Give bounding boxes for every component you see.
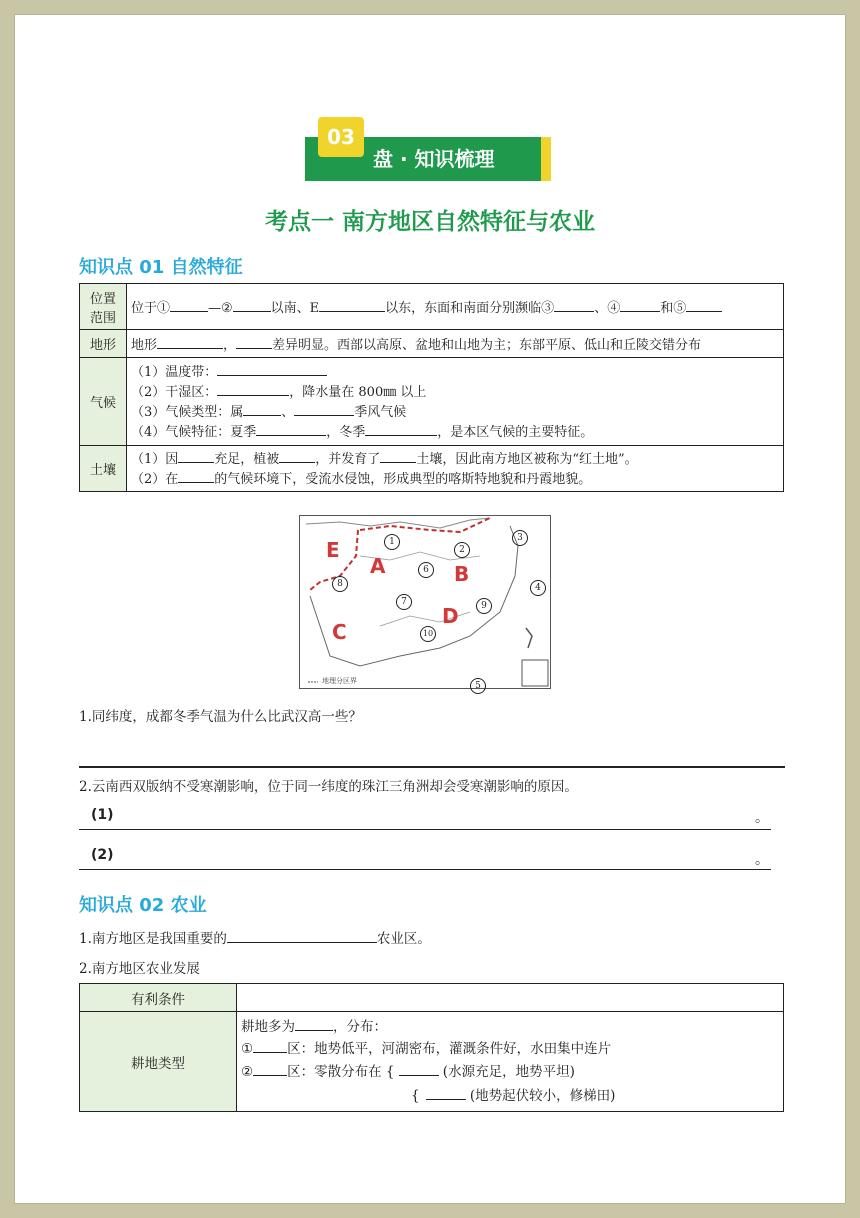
- blank: [319, 298, 385, 312]
- region-label-d: D: [442, 604, 459, 628]
- blank: [236, 335, 272, 349]
- blank: [253, 1062, 287, 1076]
- coastline: [310, 526, 518, 666]
- blank: [279, 449, 315, 463]
- answer-period-1: 。: [755, 810, 769, 826]
- text: （1）温度带：: [131, 364, 218, 380]
- text: (水源充足，地势平坦): [442, 1063, 575, 1080]
- answer-line: [79, 829, 771, 830]
- text: 的气候环境下，受流水侵蚀，形成典型的喀斯特地貌和丹霞地貌。: [214, 471, 592, 487]
- agri-line-2: 2.南方地区农业发展: [79, 961, 200, 977]
- row-label-terrain: 地形: [80, 330, 127, 358]
- map-marker-9: 9: [476, 598, 492, 614]
- soil-cell: [127, 446, 784, 492]
- text: ①: [241, 1040, 254, 1057]
- answer-line: [79, 766, 785, 768]
- answer-period-2: 。: [755, 852, 769, 868]
- table-row: [80, 330, 784, 358]
- text: —②: [208, 301, 233, 316]
- text: 地形: [131, 338, 158, 353]
- table-row: [80, 1012, 784, 1112]
- blank: [178, 449, 214, 463]
- section-number-badge: 03: [318, 117, 364, 157]
- text: ，降水量在 800㎜ 以上: [289, 384, 427, 400]
- row-label-conditions: 有利条件: [80, 984, 237, 1012]
- blank: [227, 929, 377, 943]
- blank: [686, 298, 722, 312]
- blank: [253, 1039, 287, 1053]
- question-1: 1.同纬度，成都冬季气温为什么比武汉高一些？: [79, 709, 362, 725]
- row-label-farmland: 耕地类型: [80, 1012, 237, 1112]
- blank: [380, 449, 416, 463]
- region-label-a: A: [370, 554, 386, 578]
- blank: [399, 1062, 439, 1076]
- page: [14, 14, 846, 1204]
- map-marker-5: 5: [470, 678, 486, 694]
- row-label-location: 位置范围: [80, 284, 127, 330]
- text: 差异明显。西部以高原、盆地和山地为主；东部平原、低山和丘陵交错分布: [272, 338, 702, 353]
- map-legend: 地理分区界: [322, 677, 357, 685]
- text: （3）气候类型：属: [131, 404, 244, 420]
- answer-label-2: (2): [91, 847, 114, 863]
- table-row: [80, 358, 784, 446]
- text: （2）在: [131, 471, 179, 487]
- southern-region-map: [299, 515, 551, 689]
- text: 土壤，因此南方地区被称为“红土地”。: [416, 451, 638, 467]
- climate-cell: [127, 358, 784, 446]
- text: ②: [241, 1063, 254, 1080]
- region-label-c: C: [332, 620, 347, 644]
- text: 农业区。: [376, 931, 431, 947]
- table-row: [80, 446, 784, 492]
- text: 1.南方地区是我国重要的: [79, 931, 227, 947]
- map-marker-10: 10: [420, 626, 436, 642]
- farmland-cell: [237, 1012, 784, 1112]
- region-label-b: B: [454, 562, 470, 586]
- region-label-e: E: [326, 538, 340, 562]
- inset-map: [522, 660, 548, 686]
- island: [526, 628, 532, 648]
- map-marker-6: 6: [418, 562, 434, 578]
- text: 区：地势低平，河湖密布，灌溉条件好，水田集中连片: [287, 1040, 612, 1057]
- map-marker-7: 7: [396, 594, 412, 610]
- coastline: [306, 518, 490, 528]
- text: 、: [281, 404, 295, 420]
- blank: [554, 298, 594, 312]
- agri-line-1: [79, 927, 431, 947]
- blank: [426, 1086, 466, 1100]
- answer-line: [79, 869, 771, 870]
- blank: [233, 298, 271, 312]
- text: 季风气候: [354, 404, 407, 420]
- text: ，冬季: [326, 424, 366, 440]
- page-title: 考点一 南方地区自然特征与农业: [264, 209, 595, 235]
- row-label-soil: 土壤: [80, 446, 127, 492]
- text: （4）气候特征：夏季: [131, 424, 257, 440]
- blank: [620, 298, 660, 312]
- map-marker-8: 8: [332, 576, 348, 592]
- text: 区：零散分布在 {: [287, 1063, 395, 1080]
- text: 位于①: [131, 301, 171, 316]
- blank: [256, 422, 326, 436]
- blank: [295, 1017, 333, 1031]
- blank: [365, 422, 437, 436]
- map-marker-4: 4: [530, 580, 546, 596]
- agriculture-table: [79, 983, 784, 1112]
- blank: [294, 402, 354, 416]
- text: 和⑤: [660, 301, 687, 316]
- blank: [170, 298, 208, 312]
- blank: [217, 382, 289, 396]
- text: 以东，东面和南面分别濒临③: [385, 301, 555, 316]
- terrain-cell: [127, 330, 784, 358]
- map-marker-3: 3: [512, 530, 528, 546]
- location-cell: [127, 284, 784, 330]
- blank: [217, 362, 327, 376]
- text: （1）因: [131, 451, 179, 467]
- blank: [157, 335, 223, 349]
- text: （2）干湿区：: [131, 384, 218, 400]
- text: 耕地多为: [241, 1018, 295, 1035]
- text: ，: [223, 338, 237, 353]
- table-row: [80, 284, 784, 330]
- section-title-agriculture: 知识点 02 农业: [79, 895, 207, 916]
- row-label-climate: 气候: [80, 358, 127, 446]
- section-title-natural: 知识点 01 自然特征: [79, 257, 243, 278]
- map-marker-2: 2: [454, 542, 470, 558]
- blank: [243, 402, 281, 416]
- banner-title: 盘 · 知识梳理: [373, 147, 495, 171]
- conditions-cell: [237, 984, 784, 1012]
- map-marker-1: 1: [384, 534, 400, 550]
- natural-features-table: [79, 283, 784, 492]
- text: 、④: [594, 301, 621, 316]
- text: 以南、E: [270, 301, 320, 316]
- text: ，分布：: [333, 1018, 387, 1035]
- text: (地势起伏较小，修梯田): [469, 1087, 616, 1104]
- table-row: [80, 984, 784, 1012]
- text: ，是本区气候的主要特征。: [437, 424, 594, 440]
- answer-label-1: (1): [91, 807, 114, 823]
- blank: [178, 469, 214, 483]
- banner-accent-strip: [541, 137, 551, 181]
- question-2: 2.云南西双版纳不受寒潮影响，位于同一纬度的珠江三角洲却会受寒潮影响的原因。: [79, 779, 578, 795]
- text: 充足，植被: [214, 451, 280, 467]
- text: {: [411, 1087, 420, 1104]
- text: ，并发育了: [315, 451, 381, 467]
